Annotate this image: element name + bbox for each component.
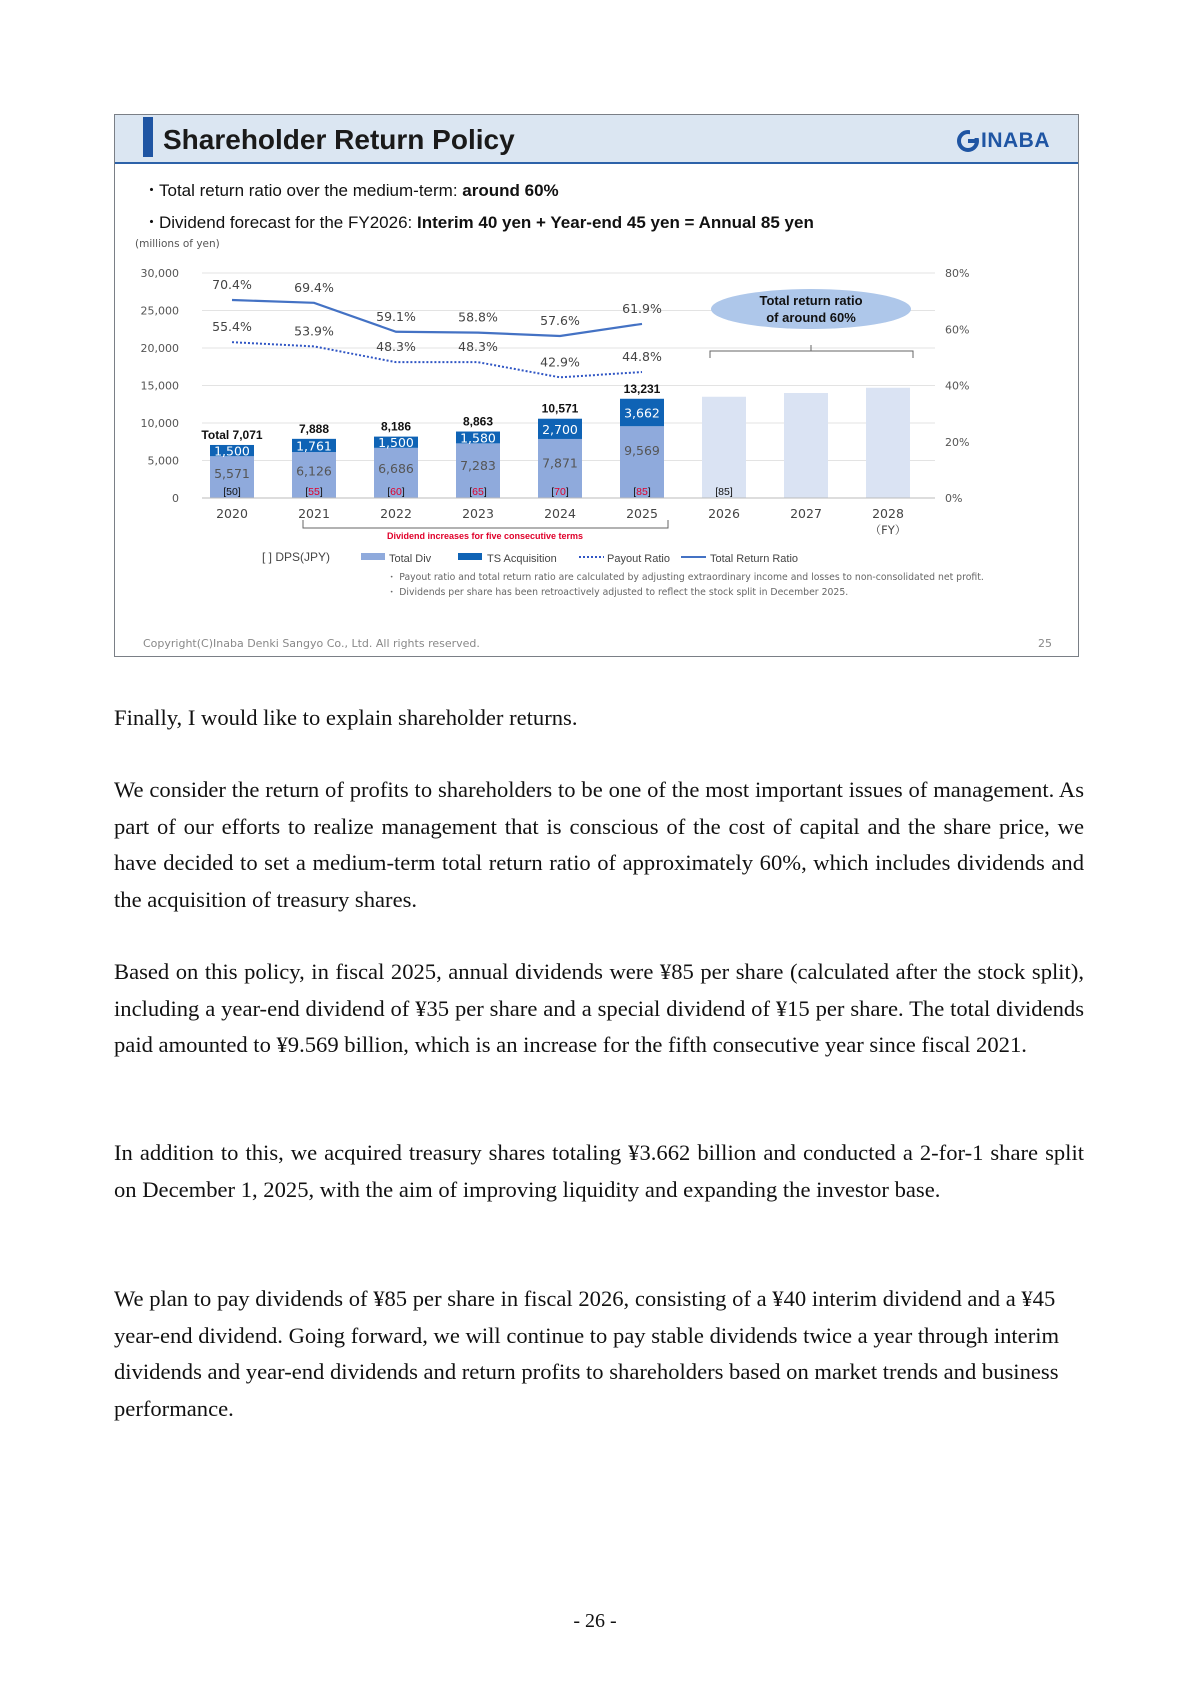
- ts-value-label: 2,700: [542, 421, 578, 437]
- y-right-tick-label: 80%: [945, 267, 970, 280]
- paragraph-treasury: In addition to this, we acquired treasury shares totaling ¥3.662 billion and conducted a 2-for-1 share split on December 1, 2025, with the aim of improving liquidity and expanding the investor base.: [114, 1140, 1084, 1202]
- dps-label: [55]: [305, 486, 323, 498]
- total-value-label: Total 7,071: [201, 427, 263, 442]
- total-value-label: 10,571: [541, 401, 579, 416]
- bullet-text: Dividend forecast for the FY2026:: [159, 213, 417, 232]
- shareholder-return-chart: [115, 115, 1079, 657]
- legend-payout: Payout Ratio: [607, 553, 670, 565]
- x-tick-label: 2020: [216, 506, 248, 521]
- paragraph-outlook: We plan to pay dividends of ¥85 per share in fiscal 2026, consisting of a ¥40 interim dividend and a ¥45 year-end dividend. Going forward, we will continue to pay stable dividends twice a year through interim dividends and year-end dividends and return profits to shareholders based on market trends and business performance.: [114, 1286, 1060, 1421]
- y-left-tick-label: 10,000: [140, 417, 179, 430]
- slide: [114, 114, 1079, 657]
- div-value-label: 6,686: [378, 460, 414, 476]
- dps-label: [65]: [469, 486, 487, 498]
- x-tick-label: 2023: [462, 506, 494, 521]
- dps-label: [85]: [633, 486, 651, 498]
- total-return-ratio-line-label: 69.4%: [294, 279, 334, 295]
- x-tick-label: 2024: [544, 506, 576, 521]
- legend-swatch-ts: [458, 553, 482, 560]
- payout-ratio-line-label: 53.9%: [294, 323, 334, 339]
- bullet-bold-text: around 60%: [462, 181, 559, 200]
- ts-value-label: 1,580: [460, 430, 496, 446]
- x-tick-label: 2025: [626, 506, 658, 521]
- logo-text: INABA: [981, 129, 1050, 152]
- x-tick-label: 2021: [298, 506, 330, 521]
- div-value-label: 7,871: [542, 455, 578, 471]
- total-value-label: 13,231: [623, 381, 661, 396]
- total-return-ratio-line-label: 70.4%: [212, 277, 252, 292]
- callout-text: of around 60%: [766, 310, 856, 325]
- legend-ts: TS Acquisition: [487, 553, 557, 565]
- legend-dps: [ ] DPS(JPY): [262, 550, 331, 564]
- y-right-tick-label: 40%: [945, 379, 970, 393]
- legend-trr: Total Return Ratio: [710, 553, 799, 565]
- y-right-tick-label: 20%: [945, 435, 970, 449]
- dps-label: [50]: [223, 486, 241, 498]
- y-right-tick-label: 0%: [945, 492, 963, 505]
- legend-total-div: Total Div: [389, 553, 432, 565]
- x-tick-label: 2026: [708, 506, 740, 521]
- y-axis-unit-label: (millions of yen): [135, 238, 220, 250]
- payout-ratio-line-label: 42.9%: [540, 354, 580, 370]
- slide-title: Shareholder Return Policy: [163, 124, 515, 155]
- total-return-ratio-line-label: 59.1%: [376, 308, 416, 324]
- x-tick-label: 2028: [872, 506, 904, 521]
- y-left-tick-label: 25,000: [140, 304, 179, 318]
- total-return-ratio-line-label: 61.9%: [622, 300, 662, 316]
- ts-value-label: 1,500: [378, 435, 414, 451]
- dps-label: [70]: [551, 486, 569, 498]
- bullet-marker: ・: [143, 213, 160, 232]
- total-value-label: 7,888: [298, 421, 330, 436]
- payout-ratio-line: [232, 342, 642, 377]
- dps-label: [85]: [715, 486, 733, 498]
- page-number: - 26 -: [573, 1610, 617, 1632]
- y-left-tick-label: 20,000: [140, 342, 179, 355]
- dps-label: [60]: [387, 486, 405, 498]
- x-tick-label: 2027: [790, 506, 822, 521]
- total-return-ratio-line-label: 57.6%: [540, 313, 580, 328]
- paragraph-policy: We consider the return of profits to shareholders to be one of the most important issues of management. As part of our efforts to realize management that is conscious of the cost of capital and the share price, we have decided to set a medium-term total return ratio of approximately 60%, which includes dividends and the acquisition of treasury shares.: [114, 777, 1084, 912]
- div-value-label: 9,569: [624, 442, 660, 458]
- forecast-bracket: [710, 345, 913, 358]
- callout-text: Total return ratio: [759, 293, 863, 308]
- x-tick-label: 2022: [380, 506, 412, 521]
- paragraph-fy2025: Based on this policy, in fiscal 2025, annual dividends were ¥85 per share (calculated after the stock split), including a year-end dividend of ¥35 per share and a special dividend of ¥15 per share. The total dividends paid amounted to ¥9.569 billion, which is an increase for the fifth consecutive year since fiscal 2021.: [114, 959, 1084, 1057]
- bullet-text: Total return ratio over the medium-term:: [159, 181, 463, 200]
- legend-swatch-total-div: [361, 553, 385, 560]
- x-axis-unit-label: （FY）: [869, 523, 907, 537]
- chart-footnote: ・ Payout ratio and total return ratio are calculated by adjusting extraordinary income and losses to non-consolidated net profit.: [387, 572, 984, 583]
- y-left-tick-label: 30,000: [140, 267, 179, 280]
- div-value-label: 7,283: [460, 458, 496, 474]
- bar-forecast: [702, 397, 746, 498]
- ts-value-label: 1,500: [214, 443, 250, 459]
- payout-ratio-line-label: 44.8%: [622, 349, 662, 364]
- y-left-tick-label: 5,000: [147, 454, 179, 468]
- total-value-label: 8,186: [380, 419, 412, 434]
- total-return-ratio-line-label: 58.8%: [458, 309, 498, 325]
- bar-forecast: [866, 388, 910, 498]
- slide-page-number: 25: [1038, 637, 1052, 650]
- dividend-increase-note: Dividend increases for five consecutive terms: [386, 531, 584, 541]
- bar-forecast: [784, 393, 828, 498]
- y-left-tick-label: 15,000: [140, 379, 179, 393]
- bullet-marker: ・: [143, 181, 160, 200]
- bullet-bold-text: Interim 40 yen + Year-end 45 yen = Annual 85 yen: [416, 213, 814, 232]
- chart-footnote: ・ Dividends per share has been retroactively adjusted to reflect the stock split in December 2025.: [387, 587, 849, 598]
- div-value-label: 6,126: [296, 463, 332, 479]
- payout-ratio-line-label: 55.4%: [212, 319, 252, 335]
- y-left-tick-label: 0: [172, 492, 179, 505]
- copyright: Copyright(C)Inaba Denki Sangyo Co., Ltd. All rights reserved.: [143, 637, 480, 650]
- ts-value-label: 1,761: [296, 438, 332, 454]
- y-right-tick-label: 60%: [945, 323, 970, 337]
- div-value-label: 5,571: [214, 465, 250, 481]
- payout-ratio-line-label: 48.3%: [376, 339, 416, 355]
- ts-value-label: 3,662: [624, 405, 660, 421]
- payout-ratio-line-label: 48.3%: [458, 339, 498, 355]
- dividend-increase-bracket: [303, 520, 668, 528]
- paragraph-intro: Finally, I would like to explain shareholder returns.: [114, 705, 578, 730]
- total-value-label: 8,863: [462, 414, 494, 429]
